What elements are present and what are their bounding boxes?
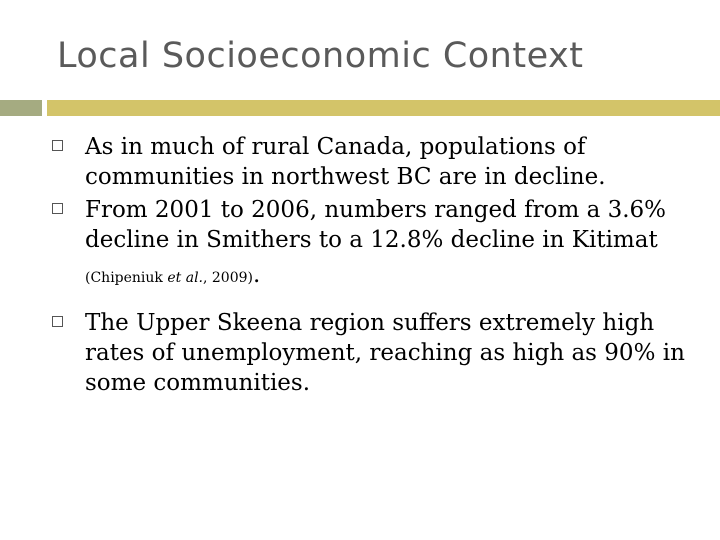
slide-title: Local Socioeconomic Context [57, 36, 584, 76]
citation-year: , 2009) [203, 270, 253, 286]
bullet-text: The Upper Skeena region suffers extremely high rates of unemployment, reaching as high as 90% in some communities. [85, 310, 685, 396]
hollow-square-bullet-icon [52, 316, 63, 327]
bullet-text: From 2001 to 2006, numbers ranged from a 3.6% decline in Smithers to a 12.8% decline in Kitimat [85, 197, 667, 253]
title-rule-accent [0, 100, 42, 116]
citation-et-al: et al. [167, 270, 203, 286]
hollow-square-bullet-icon [52, 140, 63, 151]
citation [85, 262, 702, 288]
citation-author: (Chipeniuk [85, 270, 168, 286]
bullet-item [52, 132, 702, 192]
hollow-square-bullet-icon [52, 203, 63, 214]
bullet-list [52, 132, 702, 398]
title-rule [47, 100, 720, 116]
bullet-item [52, 308, 702, 398]
citation-period: . [253, 262, 261, 288]
bullet-item [52, 195, 702, 288]
bullet-text: As in much of rural Canada, populations of communities in northwest BC are in decline. [85, 134, 606, 190]
